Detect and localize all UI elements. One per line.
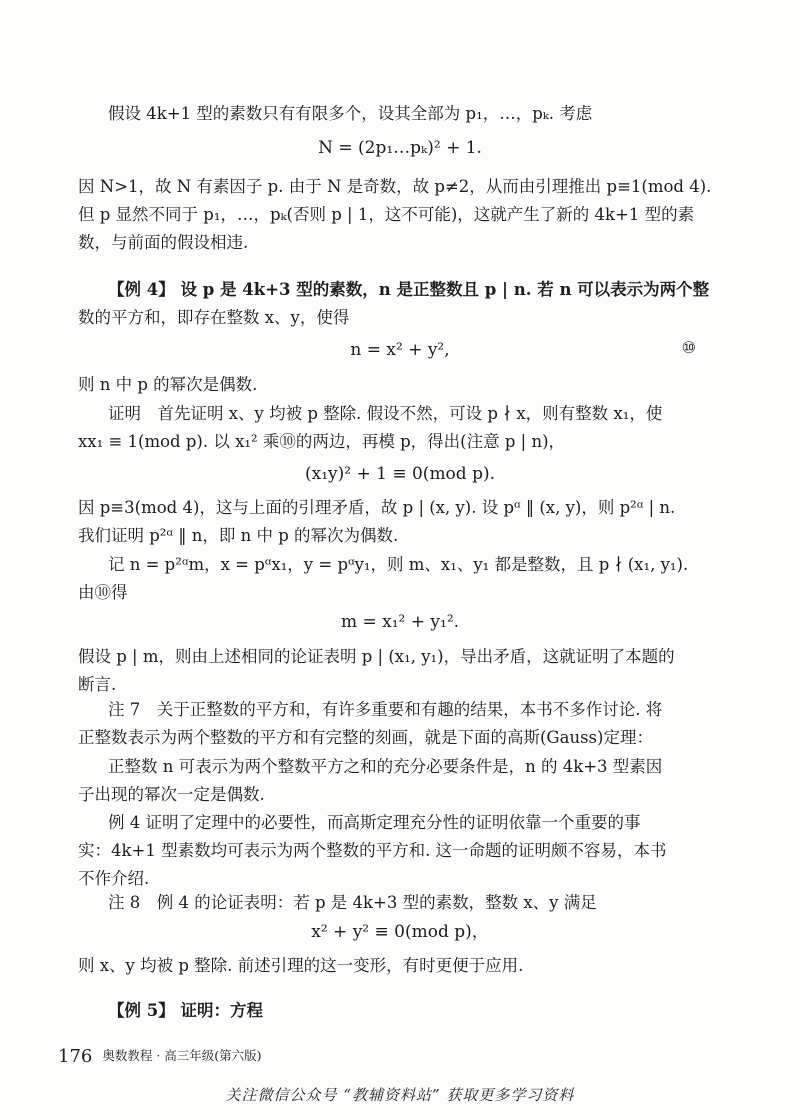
text-line: 不作介绍. — [78, 869, 150, 888]
equation: m = x₁² + y₁². — [340, 612, 460, 632]
note-7-line: 注 7 关于正整数的平方和，有许多重要和有趣的结果，本书不多作讨论. 将 — [108, 700, 663, 719]
example-4-heading: 【例 4】 设 p 是 4k+3 型的素数，n 是正整数且 p | n. 若 n 可以表示为两个整 — [108, 280, 710, 299]
text-line: 例 4 证明了定理中的必要性，而高斯定理充分性的证明依靠一个重要的事 — [108, 813, 641, 832]
text-line: 因 N>1，故 N 有素因子 p. 由于 N 是奇数，故 p≠2，从而由引理推出 p≡1(mod 4). — [78, 177, 712, 196]
note-8-line: 注 8 例 4 的论证表明：若 p 是 4k+3 型的素数，整数 x、y 满足 — [108, 893, 597, 912]
text-line: 断言. — [78, 675, 117, 694]
text-line: 由⑩得 — [78, 583, 128, 602]
equation: n = x² + y², — [350, 340, 450, 360]
text-line: 数的平方和，即存在整数 x、y，使得 — [78, 308, 350, 327]
equation: N = (2p₁…pₖ)² + 1. — [318, 138, 482, 158]
text-line: 子出现的幂次一定是偶数. — [78, 785, 265, 804]
watermark-text: 关注微信公众号 “教辅资料站” 获取更多学习资料 — [225, 1086, 575, 1104]
page-number: 176 — [58, 1046, 93, 1067]
proof-line: 证明 首先证明 x、y 均被 p 整除. 假设不然，可设 p ∤ x，则有整数 x₁，使 — [108, 404, 663, 423]
text-line: 则 x、y 均被 p 整除. 前述引理的这一变形，有时更便于应用. — [78, 956, 524, 975]
text-line: 但 p 显然不同于 p₁，…，pₖ(否则 p | 1，这不可能)，这就产生了新的 4k+1 型的素 — [78, 205, 695, 224]
theorem-line: 正整数 n 可表示为两个整数平方之和的充分必要条件是，n 的 4k+3 型素因 — [108, 757, 663, 776]
text-line: 实：4k+1 型素数均可表示为两个整数的平方和. 这一命题的证明颇不容易，本书 — [78, 841, 667, 860]
text-line: 数，与前面的假设相违. — [78, 233, 249, 252]
text-line: 假设 p | m，则由上述相同的论证表明 p | (x₁, y₁)，导出矛盾，这就证明了本题的 — [78, 647, 675, 666]
text-line: 记 n = p²ᵅm，x = pᵅx₁，y = pᵅy₁，则 m、x₁、y₁ 都是整数，且 p ∤ (x₁, y₁). — [108, 555, 689, 574]
text-line: 则 n 中 p 的幂次是偶数. — [78, 375, 258, 394]
page-footer — [58, 1046, 262, 1067]
text-line: 假设 4k+1 型的素数只有有限多个，设其全部为 p₁，…，pₖ. 考虑 — [108, 104, 593, 123]
text-line: xx₁ ≡ 1(mod p). 以 x₁² 乘⑩的两边，再模 p，得出(注意 p | n)， — [78, 432, 566, 451]
text-line: 正整数表示为两个整数的平方和有完整的刻画，就是下面的高斯(Gauss)定理： — [78, 728, 653, 747]
example-5-heading: 【例 5】 证明：方程 — [108, 1001, 263, 1020]
text-line: 因 p≡3(mod 4)，这与上面的引理矛盾，故 p | (x, y). 设 pᵅ ‖ (x, y)，则 p²ᵅ | n. — [78, 498, 676, 517]
equation: (x₁y)² + 1 ≡ 0(mod p). — [304, 464, 495, 484]
equation: x² + y² ≡ 0(mod p)， — [311, 922, 489, 942]
text-line: 我们证明 p²ᵅ ‖ n，即 n 中 p 的幂次为偶数. — [78, 526, 399, 545]
book-title: 奥数教程 · 高三年级(第六版) — [102, 1048, 262, 1063]
equation-number: ⑩ — [681, 338, 696, 357]
